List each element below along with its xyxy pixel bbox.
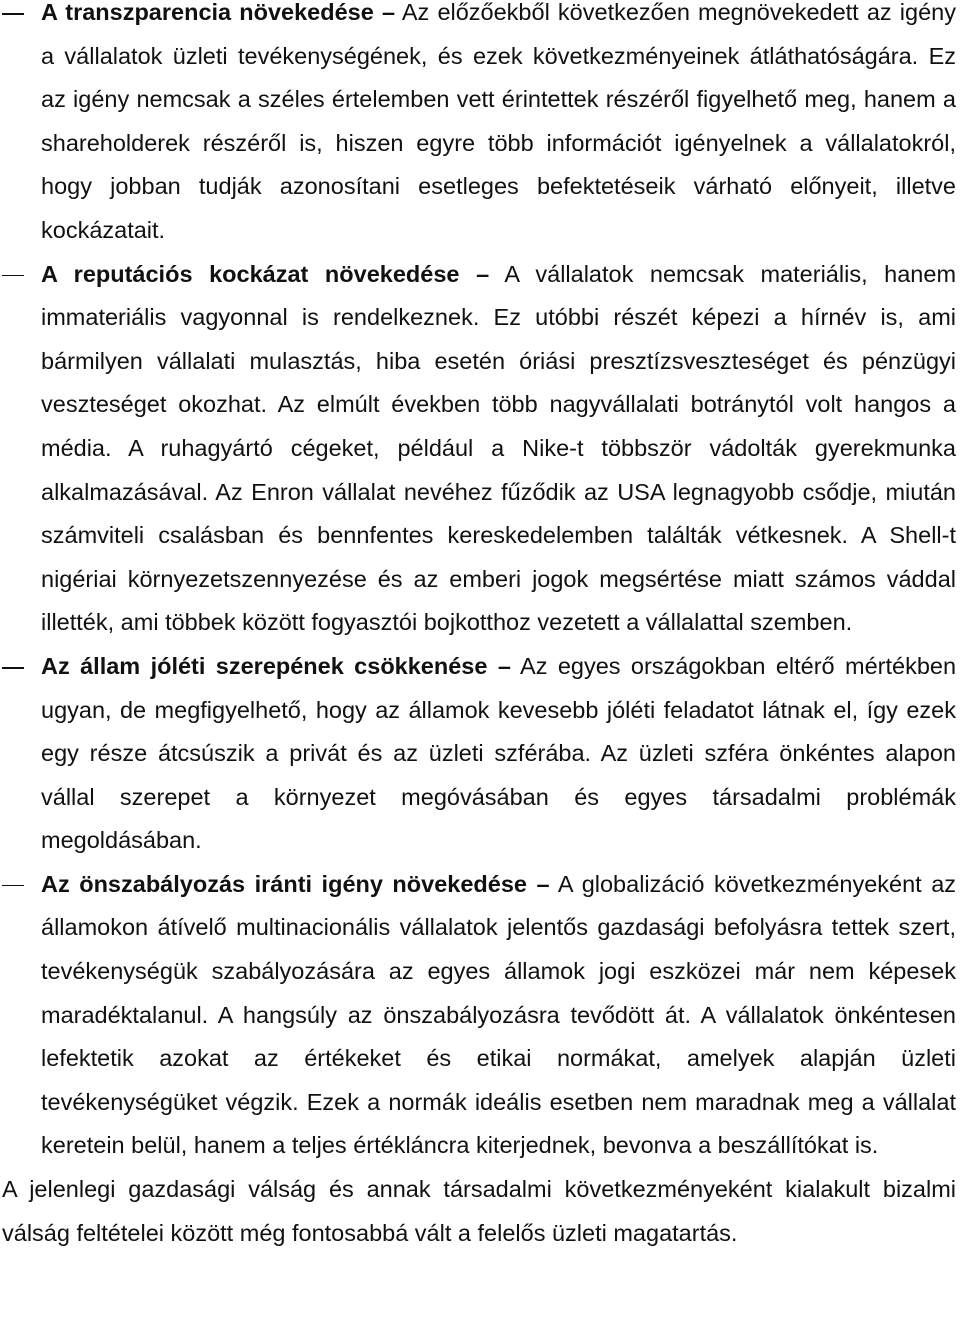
list-item-welfare-state xyxy=(0,645,956,863)
item-text: Az előzőekből következően megnövekedett az igény a vállalatok üzleti tevékenységének, és ezek következményeinek átláthatóságára. Ez az igény nemcsak a széles értelemben vett érintettek részéről figyelhető meg, hanem a shareholderek részéről is, hiszen egyre több információt igényelnek a vállalatokról, hogy jobban tudják azonosítani esetleges befektetéseik várható előnyeit, illetve kockázatait. xyxy=(41,0,956,243)
item-heading: Az állam jóléti szerepének csökkenése xyxy=(41,652,488,679)
item-separator: – xyxy=(476,260,490,287)
item-text: A vállalatok nemcsak materiális, hanem immateriális vagyonnal is rendelkeznek. Ez utóbbi részét képezi a hírnév is, ami bármilyen vállalati mulasztás, hiba esetén óriási presztízsveszteséget és pénzügyi veszteséget okozhat. Az elmúlt években több nagyvállalati botránytól volt hangos a média. A ruhagyártó cégeket, például a Nike-t többször vádolták gyerekmunka alkalmazásával. Az Enron vállalat nevéhez fűződik az USA legnagyobb csődje, miután számviteli csalásban és bennfentes kereskedelemben találták vétkesnek. A Shell-t nigériai környezetszennyezése és az emberi jogok megsértése miatt számos váddal illették, ami többek között fogyasztói bojkotthoz vezetett a vállalattal szemben. xyxy=(41,260,957,636)
item-heading: Az önszabályozás iránti igény növekedése xyxy=(41,870,527,897)
list-item-reputation xyxy=(0,253,956,645)
item-text: A globalizáció következményeként az államokon átívelő multinacionális vállalatok jelentős gazdasági befolyásra tettek szert, tevékenységük szabályozására az egyes államok jogi eszközei már nem képesek maradéktalanul. A hangsúly az önszabályozásra tevődött át. A vállalatok önkéntesen lefektetik azokat az értékeket és etikai normákat, amelyek alapján üzleti tevékenységüket végzik. Ezek a normák ideális esetben nem maradnak meg a vállalat keretein belül, hanem a teljes értékláncra kiterjednek, bevonva a beszállítókat is. xyxy=(41,870,957,1159)
item-heading: A reputációs kockázat növekedése xyxy=(41,260,460,287)
closing-paragraph: A jelenlegi gazdasági válság és annak társadalmi következményeként kialakult bizalmi válság feltételei között még fontosabbá vált a felelős üzleti magatartás. xyxy=(2,1176,956,1246)
item-separator: – xyxy=(381,0,396,25)
list-item-transparency xyxy=(0,0,956,253)
list-item-self-regulation xyxy=(0,863,956,1168)
item-text: Az egyes országokban eltérő mértékben ugyan, de megfigyelhető, hogy az államok kevesebb jóléti feladatot látnak el, így ezek egy része átcsúszik a privát és az üzleti szférába. Az üzleti szféra önkéntes alapon vállal szerepet a környezet megóvásában és egyes társadalmi problémák megoldásában. xyxy=(41,652,957,854)
item-heading: A transzparencia növekedése xyxy=(41,0,374,25)
item-separator: – xyxy=(536,870,550,897)
item-separator: – xyxy=(497,652,511,679)
